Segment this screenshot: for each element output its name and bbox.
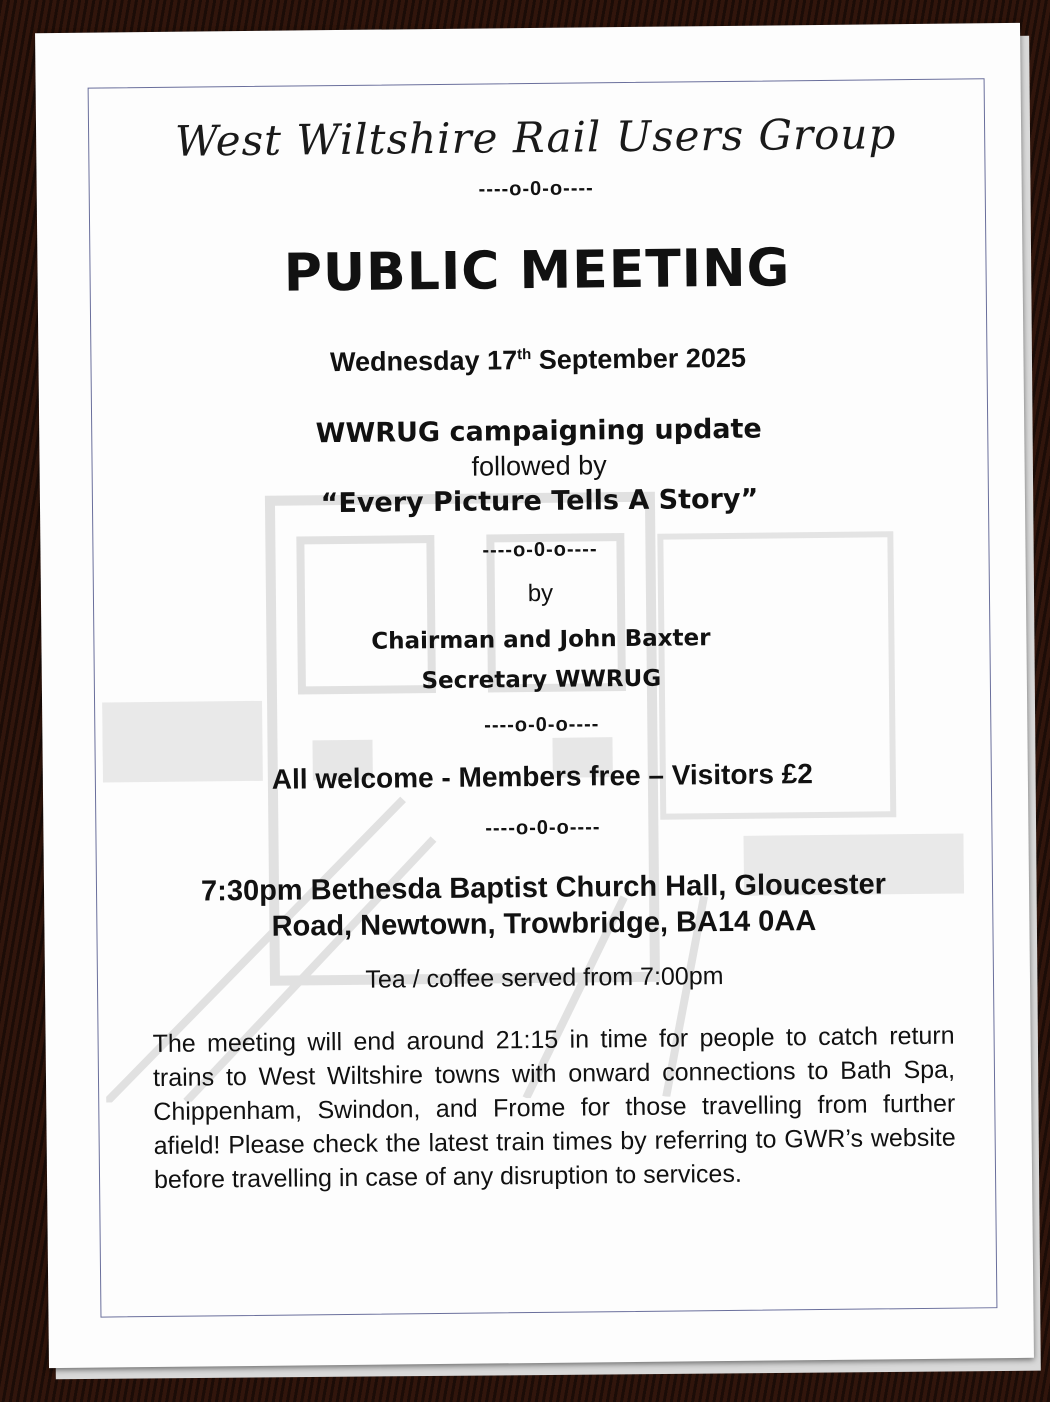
divider-4: ----o-0-o---- (485, 816, 601, 840)
refreshments: Tea / coffee served from 7:00pm (365, 962, 724, 994)
meeting-date (90, 340, 985, 380)
presenter-line-1: Chairman and John Baxter (371, 625, 711, 655)
venue (96, 865, 992, 946)
divider-3: ----o-0-o---- (484, 713, 600, 737)
by-label: by (527, 579, 554, 608)
followed-by: followed by (471, 450, 607, 482)
campaign-update: WWRUG campaigning update (315, 413, 762, 450)
divider-1: ----o-0-o---- (478, 177, 594, 201)
presenters (93, 615, 989, 704)
date-weekday: Wednesday 17 (329, 345, 518, 378)
organisation-title: West Wiltshire Rail Users Group (174, 109, 897, 166)
talk-title: “Every Picture Tells A Story” (320, 483, 759, 520)
admission-info: All welcome - Members free – Visitors £2 (271, 758, 814, 795)
venue-line-1: 7:30pm Bethesda Baptist Church Hall, Gloucester (200, 868, 887, 908)
poster-sheet (35, 23, 1034, 1368)
travel-notice: The meeting will end around 21:15 in time for people to catch return trains to West Wiltshire towns with onward connections to Bath Spa, Chippenham, Swindon, and Frome for those travelling from further afield! Please check the latest train times by referring to GWR’s website before travelling in case of any disruption to services. (152, 1021, 956, 1195)
venue-line-2: Road, Newtown, Trowbridge, BA14 0AA (271, 905, 817, 943)
divider-2: ----o-0-o---- (482, 538, 598, 562)
date-rest: September 2025 (531, 342, 747, 376)
headline: PUBLIC MEETING (283, 238, 791, 304)
presenter-line-2: Secretary WWRUG (421, 665, 662, 695)
poster-content (88, 78, 995, 1197)
date-ordinal: th (516, 346, 532, 364)
